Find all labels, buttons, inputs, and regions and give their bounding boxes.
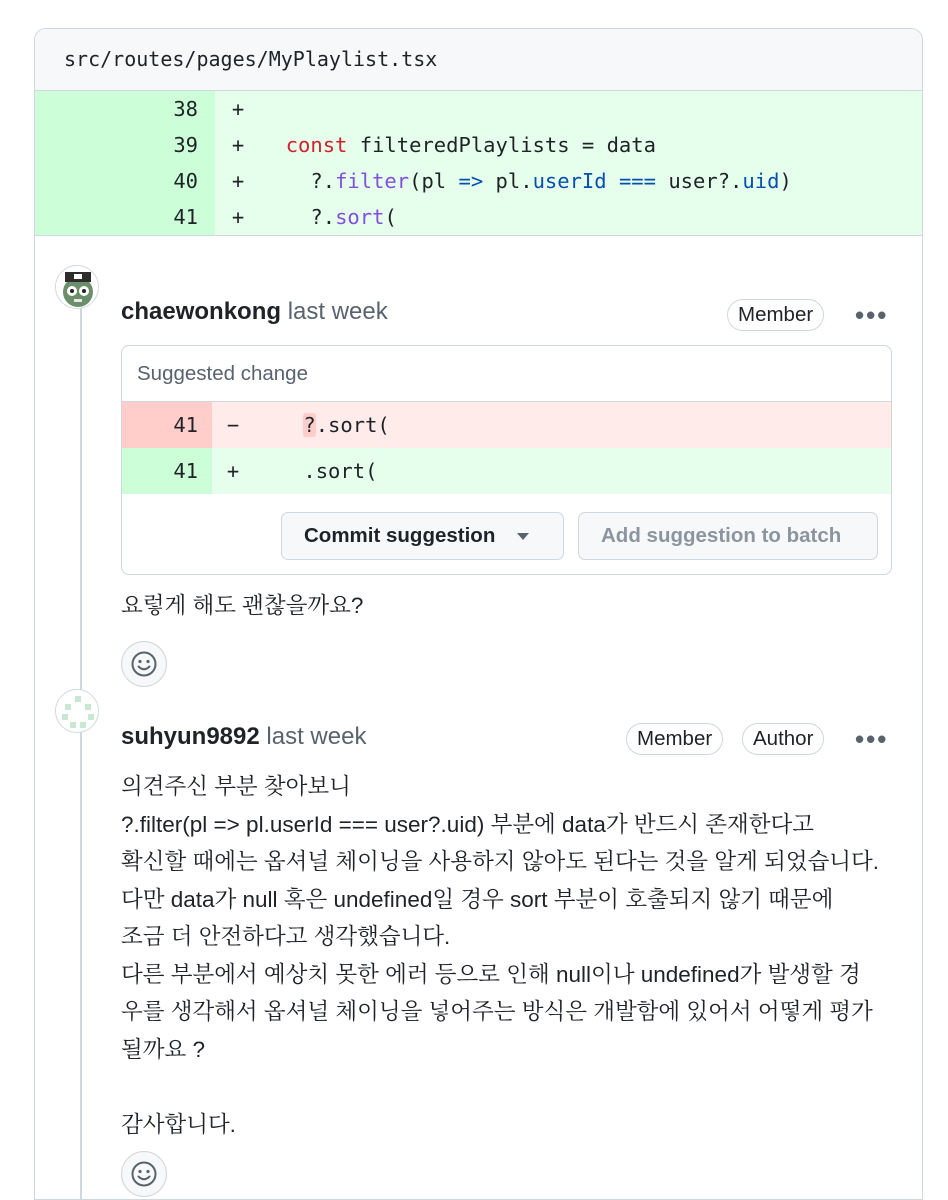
code-operator: =>: [458, 169, 484, 193]
code-property: userId: [532, 169, 607, 193]
author-badge: Author: [742, 723, 824, 755]
code-line: [261, 127, 656, 163]
code-text: ?.: [285, 205, 336, 229]
divider: [35, 235, 922, 236]
code-text: (: [384, 205, 397, 229]
smiley-icon: [130, 650, 158, 678]
comment-author[interactable]: suhyun9892: [121, 723, 260, 750]
diff-line: [35, 91, 922, 127]
code-text: pl.: [483, 169, 533, 193]
add-suggestion-to-batch-button[interactable]: Add suggestion to batch: [578, 512, 878, 560]
line-number[interactable]: 41: [35, 199, 215, 235]
comment-body: 의견주신 부분 찾아보니 ?.filter(pl => pl.userId === user?.uid) 부분에 data가 반드시 존재한다고 확신할 때에는 옵셔널 체이닝을 사용하지 않아도 된다는 것을 알게 되었습니다. 다만 data가 null 혹은 undefined일 경우 sort 부분이 호출되지 않기 때문에 조금 더 안전하다고 생각했습니다. 다른 부분에서 예상치 못한 에러 등으로 인해 null이나 undefined가 발생할 경 우를 생각해서 옵셔널 체이닝을 넣어주는 방식은 개발함에 있어서 어떻게 평가 될까요 ? 감사합니다.: [121, 774, 880, 1137]
comment-timestamp[interactable]: last week: [287, 298, 388, 325]
code-text: filteredPlaylists = data: [347, 133, 656, 157]
review-thread-panel: [34, 28, 923, 1200]
diff-line: [35, 163, 922, 199]
line-number: 41: [122, 402, 212, 448]
code-keyword: const: [285, 133, 348, 157]
pixel-pirate-avatar-icon[interactable]: [55, 265, 99, 309]
comment-author[interactable]: chaewonkong: [121, 298, 282, 325]
diff-sign: +: [231, 97, 245, 121]
review-comment: [35, 265, 922, 685]
diff-context: [35, 91, 922, 235]
line-number[interactable]: 40: [35, 163, 215, 199]
file-path-header[interactable]: [35, 29, 922, 91]
chevron-down-icon: [517, 533, 529, 540]
commit-suggestion-button[interactable]: [281, 512, 564, 560]
commit-suggestion-label: Commit suggestion: [304, 524, 496, 547]
member-badge: Member: [727, 299, 824, 331]
line-number[interactable]: 39: [35, 127, 215, 163]
comment-header: [121, 722, 366, 752]
code-text: user?.: [656, 169, 743, 193]
comment-header: [121, 297, 388, 327]
code-operator: ===: [618, 169, 656, 193]
diff-sign: −: [226, 413, 240, 437]
diff-sign: +: [231, 169, 245, 193]
kebab-menu-icon[interactable]: •••: [855, 724, 889, 754]
code-text: .sort(: [303, 459, 378, 483]
member-badge: Member: [626, 723, 723, 755]
suggested-change-box: [121, 345, 892, 575]
removed-highlight: ?: [303, 413, 316, 437]
code-function: sort: [335, 205, 385, 229]
suggestion-actions: [122, 512, 891, 575]
code-text: (pl: [409, 169, 459, 193]
line-number: 41: [122, 448, 212, 494]
code-text: [607, 169, 619, 193]
suggested-change-title: Suggested change: [122, 346, 891, 402]
comment-timestamp[interactable]: last week: [266, 723, 367, 750]
file-path[interactable]: src/routes/pages/MyPlaylist.tsx: [64, 47, 438, 71]
diff-line: [35, 127, 922, 163]
code-text: ?.: [285, 169, 336, 193]
diff-sign: +: [231, 205, 245, 229]
code-line: [261, 199, 397, 235]
diff-sign: +: [231, 133, 245, 157]
kebab-menu-icon[interactable]: •••: [855, 300, 889, 330]
add-reaction-button[interactable]: [121, 1151, 167, 1197]
code-line: [261, 163, 792, 199]
suggestion-added-line: [122, 448, 891, 494]
code-text: .sort(: [315, 413, 390, 437]
line-number[interactable]: 38: [35, 91, 215, 127]
suggestion-deleted-line: [122, 402, 891, 448]
comment-body: 요렇게 해도 괜찮을까요?: [121, 593, 364, 618]
code-line: [254, 413, 390, 437]
diff-line: [35, 199, 922, 235]
review-comment: [35, 689, 922, 1200]
smiley-icon: [130, 1160, 158, 1188]
identicon-avatar-icon[interactable]: [55, 689, 99, 733]
diff-sign: +: [226, 459, 240, 483]
code-property: uid: [742, 169, 780, 193]
code-text: ): [779, 169, 792, 193]
add-reaction-button[interactable]: [121, 641, 167, 687]
code-line: [254, 459, 377, 483]
code-function: filter: [335, 169, 410, 193]
